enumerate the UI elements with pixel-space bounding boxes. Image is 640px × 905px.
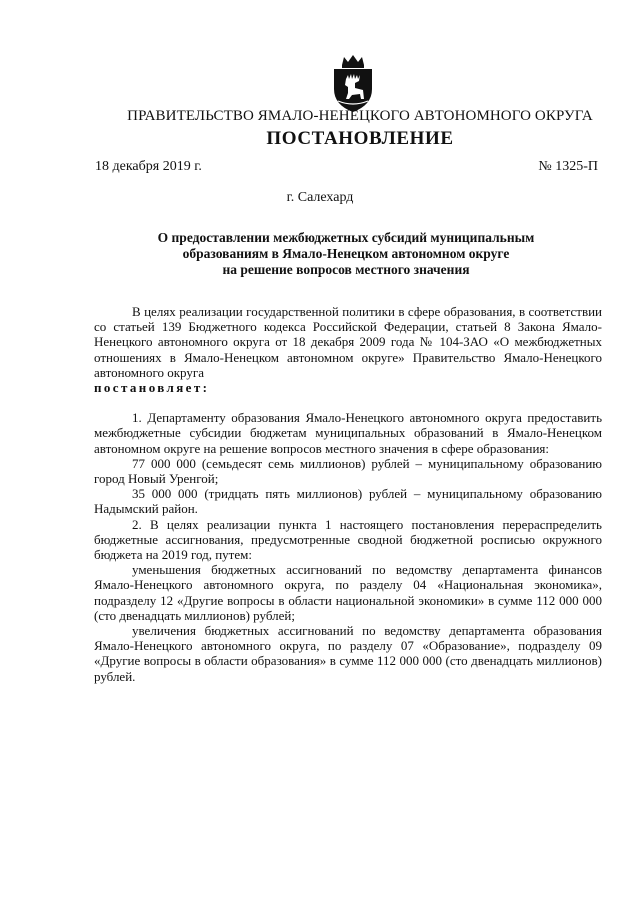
clause-2-item-a: уменьшения бюджетных ассигнований по ведомству департамента финансов Ямало-Ненецкого автономного округа, по разделу 04 «Национальная экономика», подразделу 12 «Другие вопросы в области национальной экономики» в сумме 112 000 000 (сто двенадцать миллионов) рублей; <box>94 562 602 623</box>
clause-1: 1. Департаменту образования Ямало-Ненецкого автономного округа предоставить межбюджетные субсидии бюджетам муниципальных образований в Ямало-Ненецком автономном округе на решение вопросов местного значения в сфере образования: <box>94 410 602 456</box>
document-title <box>96 230 596 278</box>
document-date: 18 декабря 2019 г. <box>95 159 202 174</box>
document-city: г. Салехард <box>286 190 354 205</box>
title-line: на решение вопросов местного значения <box>222 262 470 277</box>
document-body <box>94 304 602 684</box>
coat-of-arms-icon <box>328 55 378 113</box>
title-line: образованиям в Ямало-Ненецком автономном округе <box>182 246 510 261</box>
preamble-paragraph <box>94 304 602 395</box>
clause-1-item-a: 77 000 000 (семьдесят семь миллионов) рублей – муниципальному образованию город Новый Уренгой; <box>94 455 602 487</box>
clause-2-item-b: увеличения бюджетных ассигнований по ведомству департамента образования Ямало-Ненецкого автономного округа, по разделу 07 «Образование», подразделу 09 «Другие вопросы в области образования» в сумме 112 000 000 (сто двенадцать миллионов) рублей. <box>94 623 602 684</box>
preamble-text: В целях реализации государственной политики в сфере образования, в соответствии со статьей 139 Бюджетного кодекса Российской Федерации, статьей 8 Закона Ямало-Ненецкого автономного округа от 18 декабря 2009 года № 104-ЗАО «О межбюджетных отношениях в Ямало-Ненецком автономном округе» Правительство Ямало-Ненецкого автономного округа <box>94 304 602 380</box>
clause-1-item-b: 35 000 000 (тридцать пять миллионов) рублей – муниципальному образованию Надымский район. <box>94 486 602 517</box>
document-type: ПОСТАНОВЛЕНИЕ <box>266 128 454 149</box>
organization-name: ПРАВИТЕЛЬСТВО ЯМАЛО-НЕНЕЦКОГО АВТОНОМНОГО ОКРУГА <box>127 108 593 124</box>
clause-2: 2. В целях реализации пункта 1 настоящего постановления перераспределить бюджетные ассигнования, предусмотренные сводной бюджетной росписью окружного бюджета на 2019 год, путем: <box>94 516 602 563</box>
document-number: № 1325-П <box>538 159 598 174</box>
resolves-word: постановляет: <box>94 380 210 396</box>
title-line: О предоставлении межбюджетных субсидий муниципальным <box>157 230 535 245</box>
